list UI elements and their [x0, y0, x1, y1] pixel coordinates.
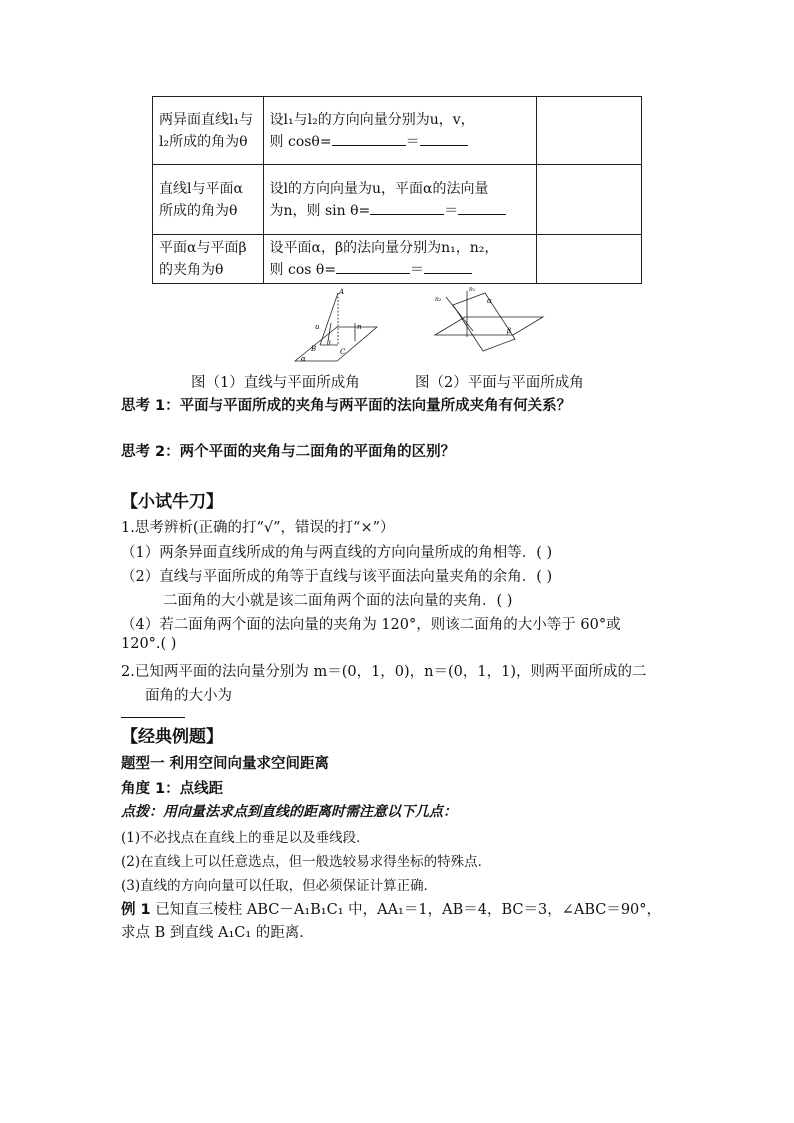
answer-blank[interactable]: [420, 131, 468, 146]
think-question-2: [121, 440, 455, 461]
table-row: [153, 97, 642, 165]
table-cell-label: 两异面直线l₁与l₂所成的角为θ: [153, 97, 264, 165]
desc-line: 则 cosθ= ＝: [270, 131, 531, 153]
think-label: 思考 1：: [121, 398, 180, 414]
fig2-label: β: [507, 327, 512, 335]
fig1-label: θ: [327, 340, 331, 347]
fig1-label: C: [340, 348, 346, 356]
fig2-label: n₂: [435, 296, 442, 303]
answer-blank[interactable]: [332, 131, 406, 146]
figure-caption-1: 图（1）直线与平面所成角: [191, 375, 360, 391]
fig1-label: n: [357, 323, 362, 331]
table-cell-desc: [263, 165, 537, 235]
desc-line: 为n，则 sin θ= ＝: [270, 200, 531, 222]
figure-plane-plane: [435, 286, 543, 351]
fig1-label: α: [301, 355, 306, 363]
answer-blank[interactable]: [458, 200, 506, 215]
table-cell-label: 平面α与平面β的夹角为θ: [153, 235, 264, 284]
figure-line-plane: [295, 288, 377, 363]
example-1-cont: 求点 B 到直线 A₁C₁ 的距离．: [121, 925, 314, 941]
example-label: 例 1: [121, 902, 151, 918]
example-1: 例 1 已知直三棱柱 ABC－A₁B₁C₁ 中，AA₁＝1，AB＝4，BC＝3，∠ABC＝90°，: [121, 902, 662, 918]
formula-table: [152, 96, 642, 284]
desc-line: 则 cos θ= ＝: [270, 259, 531, 281]
think-text: 平面与平面所成的夹角与两平面的法向量所成夹角有何关系？: [179, 398, 572, 414]
answer-blank[interactable]: [121, 717, 185, 718]
figure-caption-2: 图（2）平面与平面所成角: [415, 375, 584, 391]
trial-line: 1.思考辨析(正确的打“√”，错误的打“×”）: [121, 520, 395, 536]
table-cell-desc: [263, 97, 537, 165]
table-row: [153, 165, 642, 235]
answer-blank[interactable]: [370, 200, 444, 215]
table-cell-desc: [263, 235, 537, 284]
fig1-label: u: [315, 323, 320, 331]
trial-item: （1）两条异面直线所成的角与两直线的方向向量所成的角相等．( ): [121, 545, 553, 561]
table-cell-empty: [537, 235, 642, 284]
think-question-1: [121, 394, 571, 415]
tip-point: (1)不必找点在直线上的垂足以及垂线段．: [121, 830, 370, 846]
trial-item: 120°.( ): [121, 636, 177, 652]
table-cell-label: 直线l与平面α所成的角为θ: [153, 165, 264, 235]
fig2-label: α: [487, 297, 492, 305]
desc-line: 设l的方向向量为u，平面α的法向量: [269, 180, 489, 197]
answer-blank[interactable]: [424, 259, 472, 274]
desc-line: 设平面α，β的法向量分别为n₁，n₂，: [269, 240, 499, 256]
answer-blank[interactable]: [336, 259, 410, 274]
table-cell-empty: [537, 165, 642, 235]
fig1-label: B: [311, 345, 317, 353]
trial-item: 二面角的大小就是该二面角两个面的法向量的夹角．( ): [163, 593, 513, 609]
desc-line: 设l₁与l₂的方向向量分别为u，v，: [269, 111, 475, 128]
tip-line: 点拨：用向量法求点到直线的距离时需注意以下几点：: [121, 804, 457, 820]
tip-point: (3)直线的方向向量可以任取，但必须保证计算正确．: [121, 878, 438, 894]
type-heading: 题型一 利用空间向量求空间距离: [121, 756, 330, 772]
trial-item: 面角的大小为: [145, 688, 232, 704]
trial-item: （4）若二面角两个面的法向量的夹角为 120°，则该二面角的大小等于 60°或: [121, 617, 621, 633]
section-heading-trial: 【小试牛刀】: [121, 492, 223, 512]
fig1-label: A: [339, 288, 345, 296]
tip-point: (2)在直线上可以任意选点，但一般选较易求得坐标的特殊点．: [121, 854, 492, 870]
table-cell-empty: [537, 97, 642, 165]
angle-heading: 角度 1：点线距: [121, 781, 224, 797]
trial-item: 2.已知两平面的法向量分别为 m＝(0，1，0)，n＝(0，1，1)，则两平面所成的二: [121, 664, 647, 680]
think-label: 思考 2：: [121, 444, 180, 460]
trial-item: （2）直线与平面所成的角等于直线与该平面法向量夹角的余角．( ): [121, 569, 553, 585]
geometry-figures: [275, 283, 565, 368]
think-text: 两个平面的夹角与二面角的平面角的区别？: [179, 444, 456, 460]
section-heading-examples: 【经典例题】: [121, 727, 223, 747]
table-row: [153, 235, 642, 284]
fig2-label: n₁: [469, 286, 476, 293]
